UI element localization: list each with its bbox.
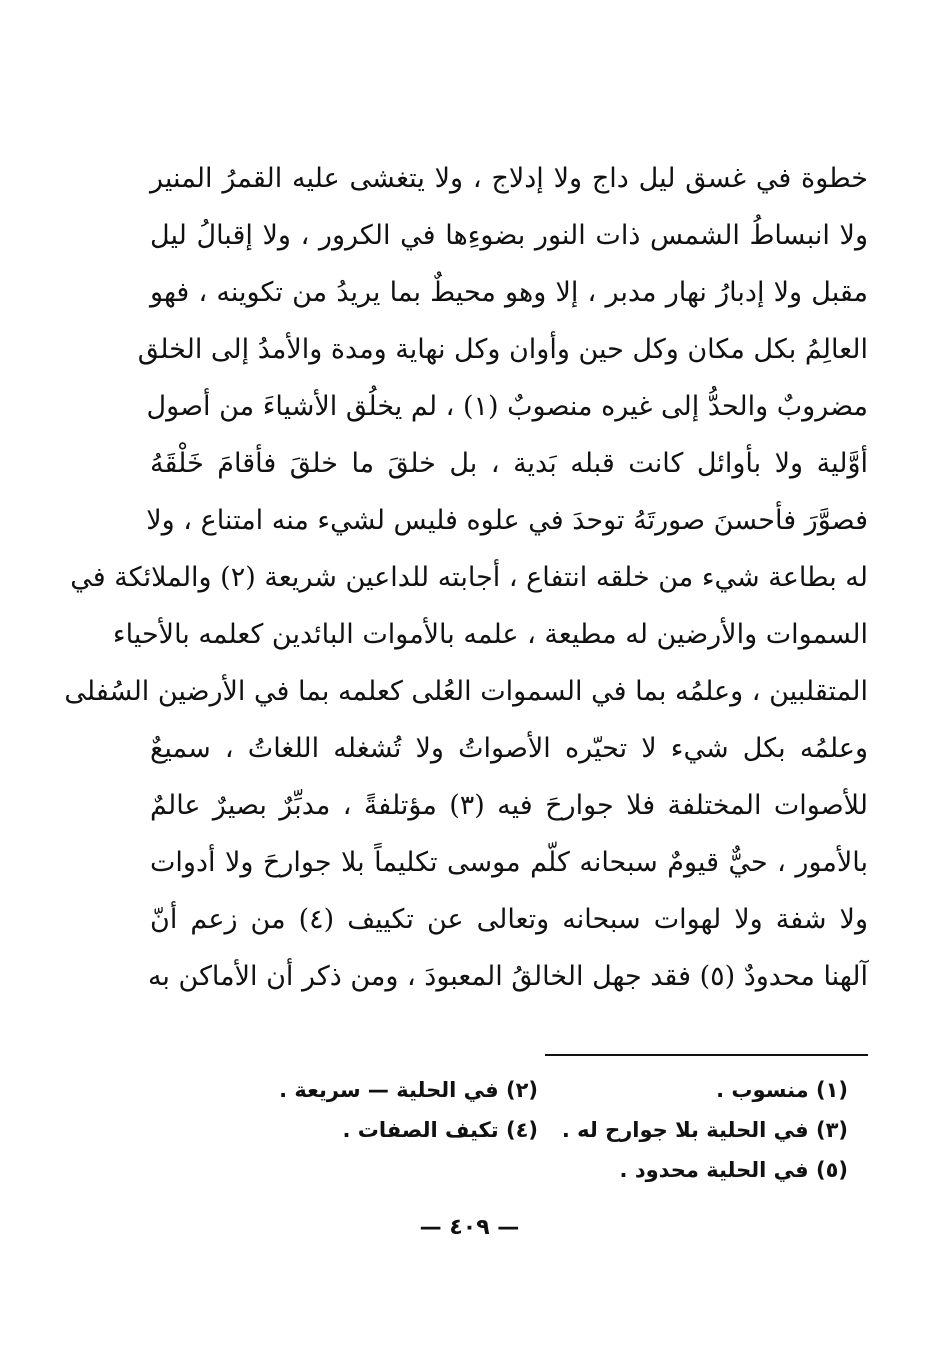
footnote-3: (٣) في الحلية بلا جوارح له . bbox=[561, 1118, 848, 1142]
footnote-4: (٤) تكيف الصفات . bbox=[342, 1118, 538, 1142]
text-line: المتقلبين ، وعلمُه بما في السموات العُلى كعلمه بما في الأرضين السُفلى bbox=[64, 676, 868, 707]
text-line: ولا شفة ولا لهوات سبحانه وتعالى عن تكييف (٤) من زعم أنّ bbox=[150, 904, 868, 935]
footnote-row bbox=[250, 1150, 848, 1190]
footnote-divider bbox=[545, 1054, 868, 1056]
text-line: السموات والأرضين له مطيعة ، علمه بالأموات البائدين كعلمه بالأحياء bbox=[112, 619, 868, 650]
text-line: للأصوات المختلفة فلا جوارحَ فيه (٣) مؤتلفةً ، مدبِّرٌ بصيرٌ عالمٌ bbox=[150, 790, 869, 821]
text-line: خطوة في غسق ليل داج ولا إدلاج ، ولا يتغشى عليه القمرُ المنير bbox=[150, 163, 868, 194]
page-number: — ٤٠٩ — bbox=[419, 1215, 520, 1240]
text-line: بالأمور ، حيٌّ قيومٌ سبحانه كلّم موسى تكليماً بلا جوارحَ ولا أدوات bbox=[150, 847, 868, 878]
text-line: مقبل ولا إدبارُ نهار مدبر ، إلا وهو محيطٌ بما يريدُ من تكوينه ، فهو bbox=[150, 277, 868, 308]
text-line: مضروبٌ والحدُّ إلى غيره منصوبٌ (١) ، لم يخلُق الأشياءَ من أصول bbox=[146, 391, 868, 422]
footnote-row bbox=[250, 1070, 848, 1110]
footnotes bbox=[250, 1070, 848, 1190]
text-line: العالِمُ بكل مكان وكل حين وأوان وكل نهاية ومدة والأمدُ إلى الخلق bbox=[137, 334, 868, 365]
text-line: فصوَّرَ فأحسنَ صورتَهُ توحدَ في علوه فليس لشيء منه امتناع ، ولا bbox=[146, 505, 868, 536]
text-line: آلهنا محدودٌ (٥) فقد جهل الخالقُ المعبودَ ، ومن ذكر أن الأماكن به bbox=[147, 961, 868, 992]
text-line: له بطاعة شيء من خلقه انتفاع ، أجابته للداعين شريعة (٢) والملائكة في bbox=[70, 562, 868, 593]
text-line: أوَّلية ولا بأوائل كانت قبله بَدية ، بل خلقَ ما خلقَ فأقامَ خَلْقَهُ bbox=[150, 448, 868, 479]
text-line: ولا انبساطُ الشمس ذات النور بضوءِها في الكرور ، ولا إقبالُ ليل bbox=[150, 220, 868, 251]
footnote-5: (٥) في الحلية محدود . bbox=[619, 1158, 848, 1182]
footnote-1: (١) منسوب . bbox=[716, 1078, 848, 1102]
main-text bbox=[64, 150, 869, 1005]
footnote-row bbox=[250, 1110, 848, 1150]
text-line: وعلمُه بكل شيء لا تحيّره الأصواتُ ولا تُشغله اللغاتُ ، سميعٌ bbox=[150, 733, 868, 764]
footnote-2: (٢) في الحلية — سريعة . bbox=[279, 1078, 538, 1102]
